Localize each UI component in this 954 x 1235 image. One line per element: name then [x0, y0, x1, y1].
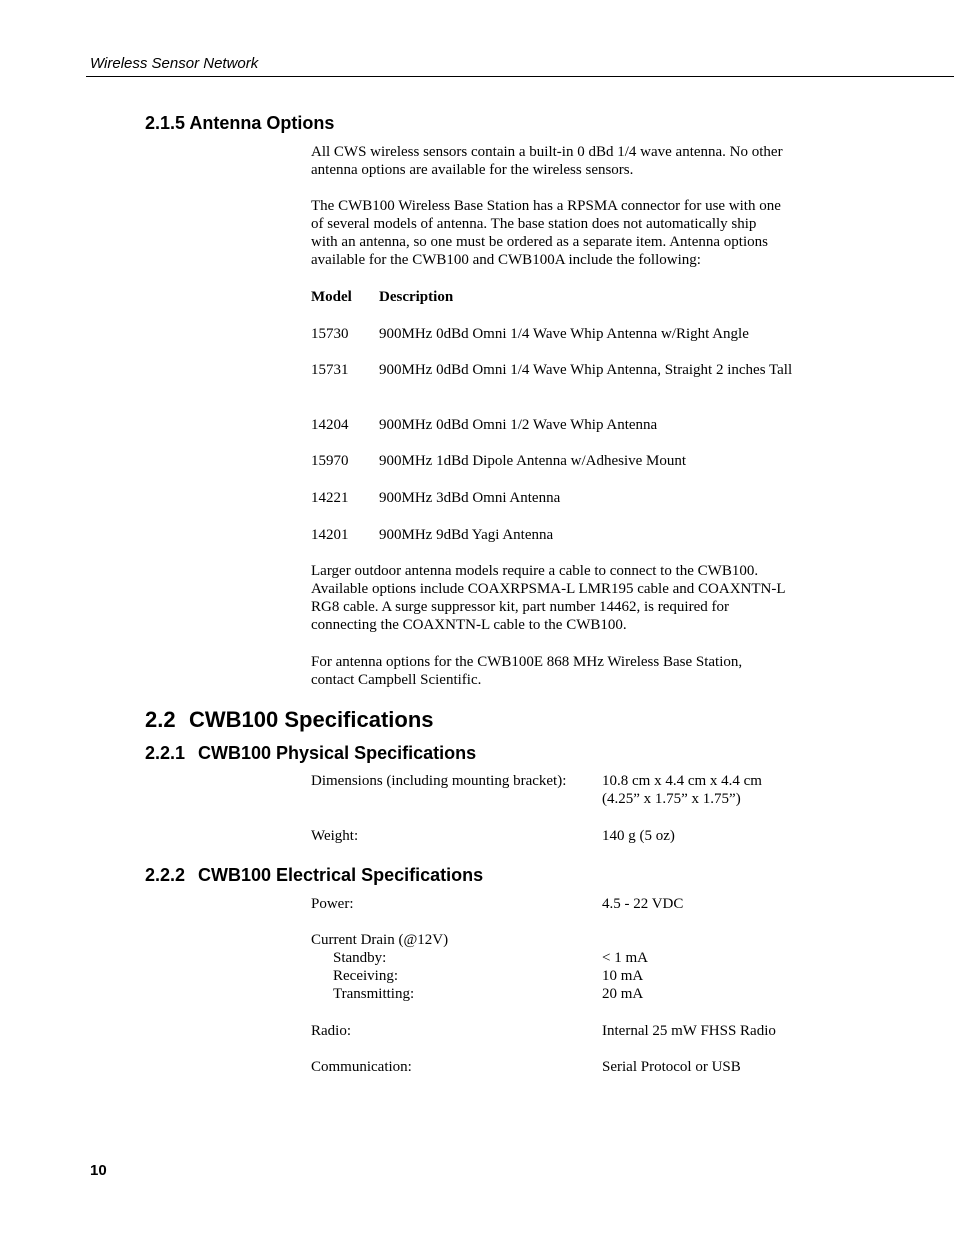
- section-number: 2.2.1: [145, 743, 186, 763]
- spec-label: Receiving:: [333, 968, 398, 984]
- column-header-model: Model: [311, 289, 352, 305]
- paragraph-antenna-intro: [311, 143, 811, 179]
- antenna-model: 14201: [311, 527, 349, 543]
- text-line: available for the CWB100 and CWB100A include the following:: [311, 252, 701, 268]
- antenna-model: 14204: [311, 417, 349, 433]
- antenna-model: 15970: [311, 453, 349, 469]
- section-title: CWB100 Physical Specifications: [198, 743, 477, 763]
- antenna-model: 15731: [311, 362, 349, 378]
- antenna-description: 900MHz 3dBd Omni Antenna: [379, 490, 561, 506]
- antenna-description: 900MHz 0dBd Omni 1/4 Wave Whip Antenna w/Right Angle: [379, 326, 749, 342]
- spec-label: Radio:: [311, 1023, 351, 1039]
- text-line: of several models of antenna. The base station does not automatically ship: [311, 216, 757, 232]
- section-heading-physical-specifications: [145, 743, 476, 764]
- spec-label: Transmitting:: [333, 986, 415, 1002]
- spec-label: Weight:: [311, 828, 359, 844]
- spec-value: 10 mA: [602, 968, 644, 984]
- antenna-description: 900MHz 0dBd Omni 1/2 Wave Whip Antenna: [379, 417, 658, 433]
- spec-value: Serial Protocol or USB: [602, 1059, 741, 1075]
- section-title: CWB100 Specifications: [189, 707, 434, 732]
- paragraph-outdoor-cables: [311, 562, 811, 634]
- spec-label: Power:: [311, 896, 354, 912]
- antenna-description: 900MHz 0dBd Omni 1/4 Wave Whip Antenna, Straight 2 inches Tall: [379, 362, 793, 378]
- section-number: 2.2.2: [145, 865, 186, 885]
- spec-value: 140 g (5 oz): [602, 828, 675, 844]
- spec-value: Internal 25 mW FHSS Radio: [602, 1023, 776, 1039]
- section-heading-antenna-options: 2.1.5 Antenna Options: [145, 113, 335, 133]
- antenna-model: 15730: [311, 326, 349, 342]
- antenna-model: 14221: [311, 490, 349, 506]
- text-line: contact Campbell Scientific.: [311, 672, 482, 688]
- spec-value: (4.25” x 1.75” x 1.75”): [602, 791, 741, 807]
- text-line: Larger outdoor antenna models require a cable to connect to the CWB100.: [311, 563, 759, 579]
- spec-label: Current Drain (@12V): [311, 932, 449, 948]
- antenna-description: 900MHz 1dBd Dipole Antenna w/Adhesive Mount: [379, 453, 687, 469]
- header-rule: [86, 76, 954, 77]
- paragraph-base-station-connector: [311, 197, 811, 269]
- text-line: connecting the COAXNTN-L cable to the CWB100.: [311, 617, 627, 633]
- running-header: Wireless Sensor Network: [90, 55, 259, 72]
- text-line: antenna options are available for the wireless sensors.: [311, 162, 634, 178]
- section-number: 2.2: [145, 707, 176, 732]
- spec-label: Standby:: [333, 950, 387, 966]
- text-line: The CWB100 Wireless Base Station has a RPSMA connector for use with one: [311, 198, 781, 214]
- section-title: CWB100 Electrical Specifications: [198, 865, 484, 885]
- text-line: For antenna options for the CWB100E 868 MHz Wireless Base Station,: [311, 654, 743, 670]
- section-heading-cwb100-specifications: [145, 707, 434, 733]
- spec-value: 4.5 - 22 VDC: [602, 896, 684, 912]
- spec-value: < 1 mA: [602, 950, 648, 966]
- spec-label: Dimensions (including mounting bracket):: [311, 773, 567, 789]
- section-heading-electrical-specifications: [145, 865, 483, 886]
- spec-value: 10.8 cm x 4.4 cm x 4.4 cm: [602, 773, 762, 789]
- text-line: Available options include COAXRPSMA-L LMR195 cable and COAXNTN-L: [311, 581, 786, 597]
- paragraph-cwb100e-contact: [311, 653, 811, 689]
- spec-label: Communication:: [311, 1059, 412, 1075]
- text-line: RG8 cable. A surge suppressor kit, part number 14462, is required for: [311, 599, 729, 615]
- spec-value: 20 mA: [602, 986, 644, 1002]
- text-line: All CWS wireless sensors contain a built-in 0 dBd 1/4 wave antenna. No other: [311, 144, 783, 160]
- column-header-description: Description: [379, 289, 454, 305]
- antenna-description: 900MHz 9dBd Yagi Antenna: [379, 527, 554, 543]
- page-number: 10: [90, 1162, 107, 1179]
- text-line: with an antenna, so one must be ordered as a separate item. Antenna options: [311, 234, 768, 250]
